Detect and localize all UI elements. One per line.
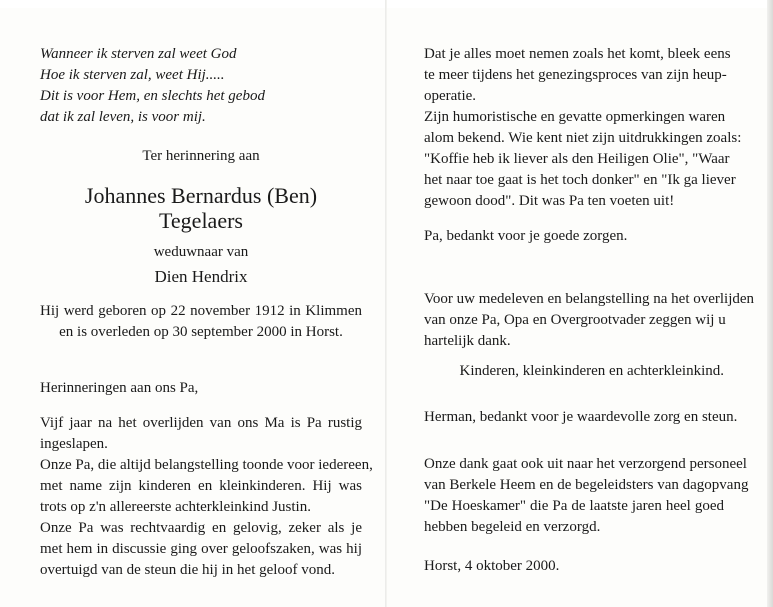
humor-line-4: het naar toe gaat is het toch donker" en "Ik ga liever bbox=[424, 172, 736, 188]
death-line: en is overleden op 30 september 2000 in Horst. bbox=[59, 324, 343, 340]
center-fold bbox=[385, 0, 387, 607]
memory-p1-line-1: Vijf jaar na het overlijden van ons Ma is Pa rustig bbox=[40, 415, 362, 431]
humor-line-3: "Koffie heb ik liever als den Heiligen Olie", "Waar bbox=[424, 151, 730, 167]
deceased-name: Johannes Bernardus (Ben) bbox=[84, 183, 318, 208]
poem-line-3: Dit is voor Hem, en slechts het gebod bbox=[40, 88, 265, 104]
deceased-surname: Tegelaers bbox=[159, 208, 243, 233]
family-signature: Kinderen, kleinkinderen en achterkleinkind. bbox=[459, 363, 724, 379]
condolence-line-2: van onze Pa, Opa en Overgrootvader zeggen wij u bbox=[424, 312, 726, 328]
poem-line-2: Hoe ik sterven zal, weet Hij..... bbox=[40, 67, 225, 83]
condolence-line-3: hartelijk dank. bbox=[424, 333, 511, 349]
humor-line-2: alom bekend. Wie kent niet zijn uitdrukkingen zoals: bbox=[424, 130, 742, 146]
birth-line: Hij werd geboren op 22 november 1912 in Klimmen bbox=[40, 303, 362, 319]
poem-line-1: Wanneer ik sterven zal weet God bbox=[40, 46, 237, 62]
memory-p1-line-2: ingeslapen. bbox=[40, 436, 108, 452]
staff-line-1: Onze dank gaat ook uit naar het verzorgend personeel bbox=[424, 456, 747, 472]
widower-label: weduwnaar van bbox=[153, 244, 249, 260]
surgery-line-2: te meer tijdens het genezingsproces van zijn heup- bbox=[424, 67, 727, 83]
poem-line-4: dat ik zal leven, is voor mij. bbox=[40, 109, 206, 125]
spouse-name: Dien Hendrix bbox=[154, 267, 248, 286]
in-memory-label: Ter herinnering aan bbox=[142, 148, 260, 164]
place-date: Horst, 4 oktober 2000. bbox=[424, 558, 560, 574]
memory-p2-line-2: met name zijn kinderen en kleinkinderen. Hij was bbox=[40, 478, 362, 494]
staff-line-3: "De Hoeskamer" die Pa de laatste jaren heel goed bbox=[424, 498, 724, 514]
memory-p3-line-2: met hem in discussie ging over geloofszaken, was hij bbox=[40, 541, 362, 557]
herman-thanks: Herman, bedankt voor je waardevolle zorg en steun. bbox=[424, 409, 738, 425]
surgery-line-3: operatie. bbox=[424, 88, 477, 104]
memory-p3-line-3: overtuigd van de steun die hij in het geloof vond. bbox=[40, 562, 335, 578]
condolence-line-1: Voor uw medeleven en belangstelling na het overlijden bbox=[424, 291, 755, 307]
humor-line-5: gewoon dood". Dit was Pa ten voeten uit! bbox=[424, 193, 675, 209]
memories-title: Herinneringen aan ons Pa, bbox=[40, 380, 199, 396]
staff-line-4: hebben begeleid en verzorgd. bbox=[424, 519, 601, 535]
memory-p2-line-3: trots op z'n allereerste achterkleinkind Justin. bbox=[40, 499, 311, 515]
right-edge-shadow bbox=[767, 0, 773, 607]
memory-p3-line-1: Onze Pa was rechtvaardig en gelovig, zeker als je bbox=[40, 520, 362, 536]
staff-line-2: van Berkele Heem en de begeleidsters van dagopvang bbox=[424, 477, 749, 493]
humor-line-1: Zijn humoristische en gevatte opmerkingen waren bbox=[424, 109, 726, 125]
memory-p2-line-1: Onze Pa, die altijd belangstelling toonde voor iedereen, bbox=[40, 457, 373, 473]
thanks-pa: Pa, bedankt voor je goede zorgen. bbox=[424, 228, 628, 244]
surgery-line-1: Dat je alles moet nemen zoals het komt, bleek eens bbox=[424, 46, 731, 62]
